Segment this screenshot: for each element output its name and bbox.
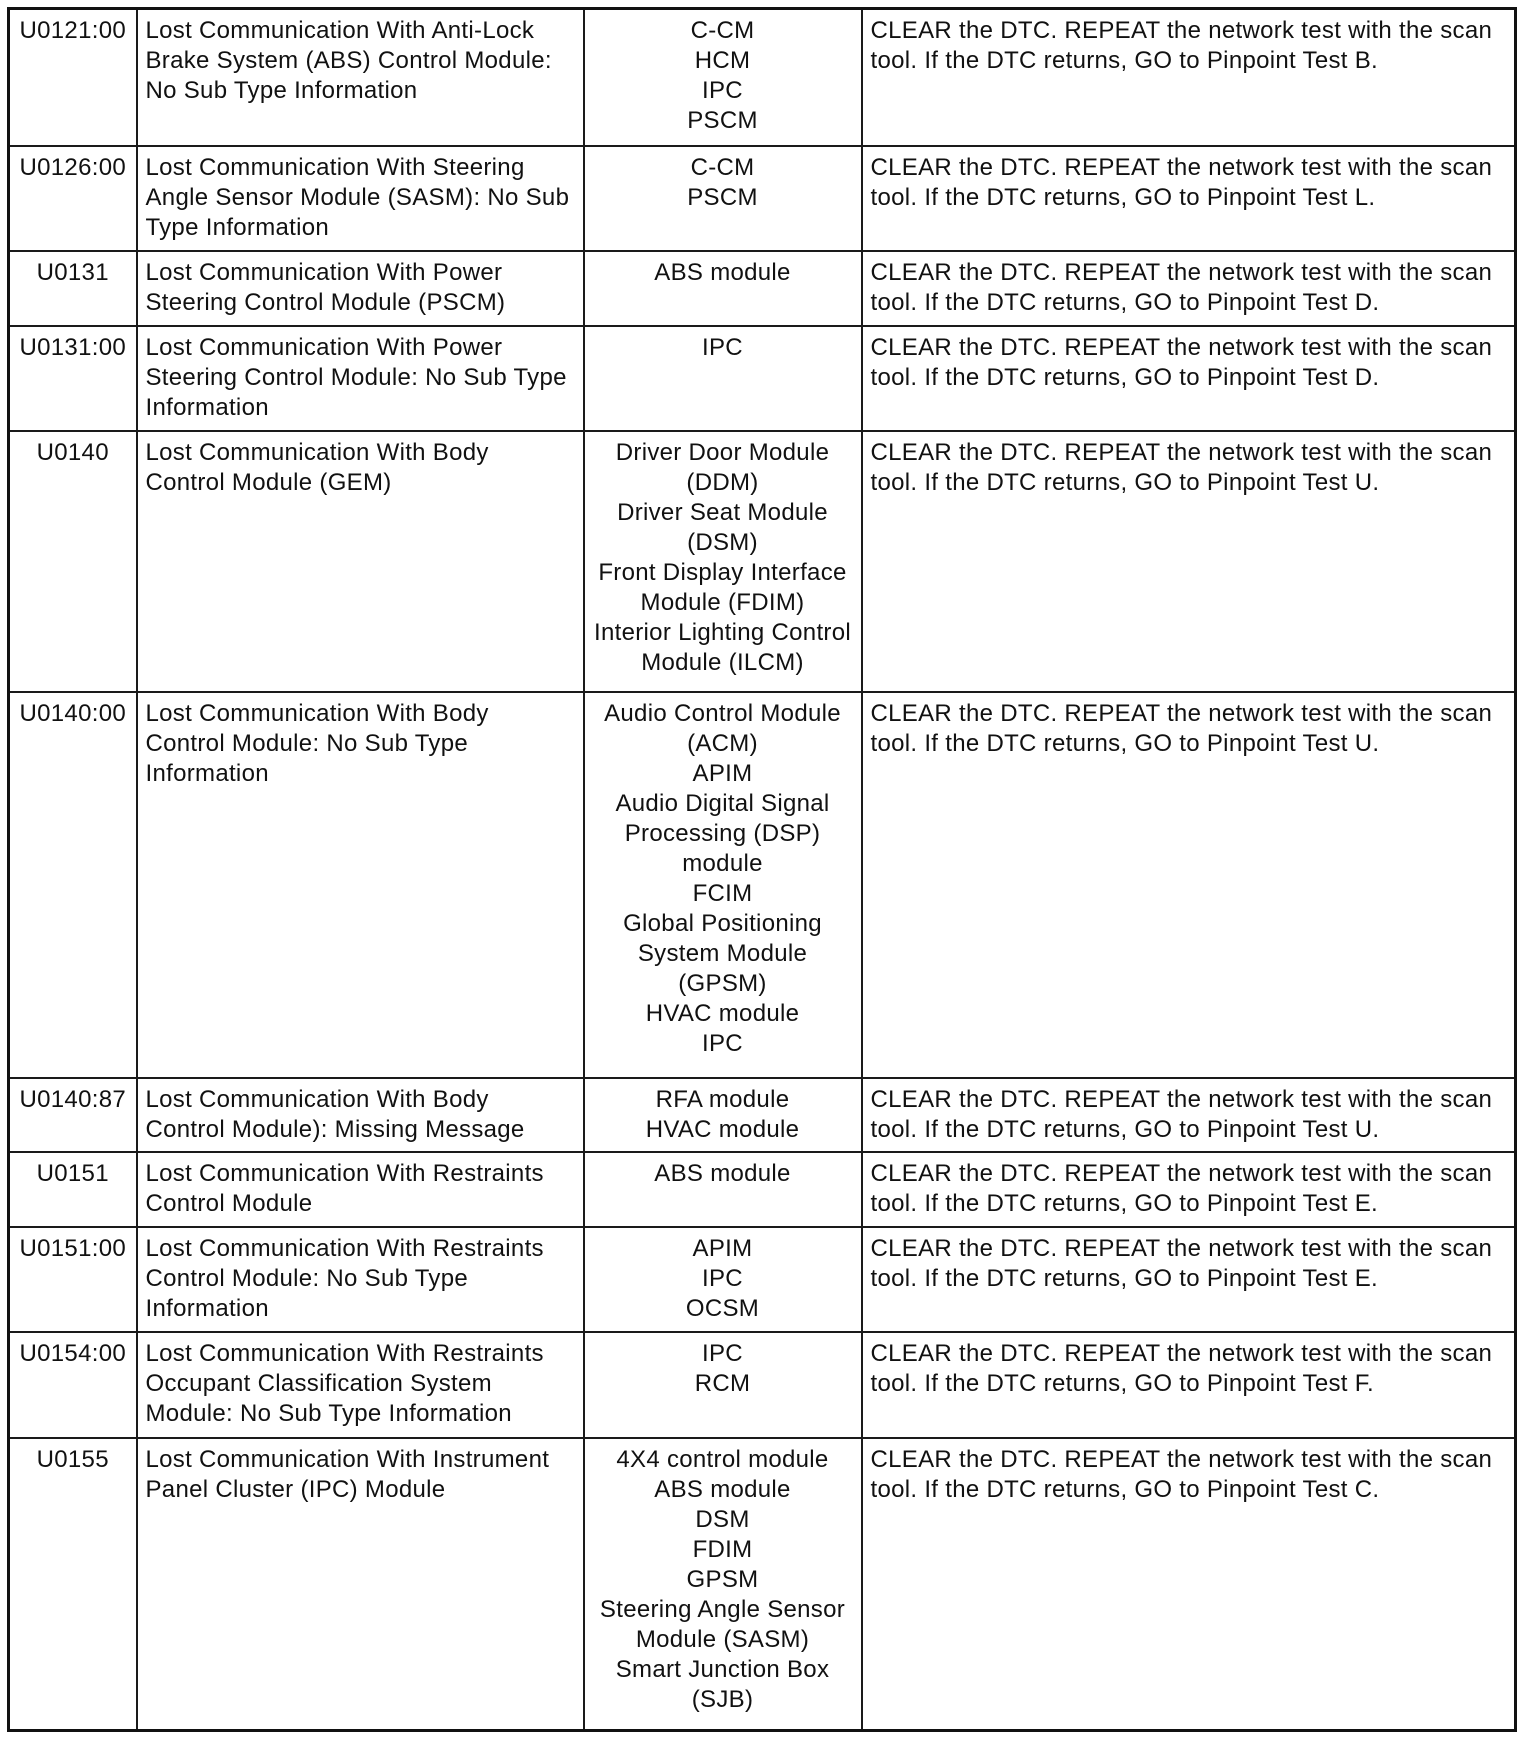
module-name: GPSM <box>686 1565 759 1593</box>
module-name: IPC <box>702 77 743 104</box>
module-name: Audio Digital Signal Processing (DSP) module <box>615 790 830 878</box>
module-name: 4X4 control module <box>616 1445 829 1473</box>
action-cell: CLEAR the DTC. REPEAT the network test with the scan tool. If the DTC returns, GO to Pinpoint Test U. <box>862 1078 1516 1153</box>
reporting-modules-cell <box>584 9 862 146</box>
module-name: APIM <box>692 760 753 788</box>
dtc-description-cell: Lost Communication With Power Steering Control Module: No Sub Type Information <box>137 326 584 432</box>
dtc-description-cell: Lost Communication With Anti-Lock Brake System (ABS) Control Module: No Sub Type Information <box>137 9 584 146</box>
dtc-code-cell: U0121:00 <box>9 9 137 146</box>
table-row <box>9 431 1516 692</box>
module-name: FDIM <box>692 1535 753 1563</box>
module-name: PSCM <box>687 183 758 211</box>
table-row <box>9 1332 1516 1438</box>
module-name: IPC <box>702 333 743 361</box>
module-name: ABS module <box>654 1160 791 1188</box>
module-name: IPC <box>702 1340 743 1368</box>
reporting-modules-cell <box>584 1078 862 1153</box>
dtc-code-cell: U0126:00 <box>9 146 137 252</box>
module-name: Steering Angle Sensor Module (SASM) <box>599 1595 846 1653</box>
action-cell: CLEAR the DTC. REPEAT the network test with the scan tool. If the DTC returns, GO to Pinpoint Test D. <box>862 251 1516 326</box>
module-name: ABS module <box>654 1475 791 1503</box>
module-name: HCM <box>694 47 751 74</box>
reporting-modules-cell <box>584 326 862 432</box>
reporting-modules-cell <box>584 431 862 692</box>
dtc-description-cell: Lost Communication With Power Steering Control Module (PSCM) <box>137 251 584 326</box>
module-name: APIM <box>692 1234 753 1262</box>
dtc-description-cell: Lost Communication With Restraints Control Module <box>137 1152 584 1227</box>
table-row <box>9 692 1516 1077</box>
action-cell: CLEAR the DTC. REPEAT the network test with the scan tool. If the DTC returns, GO to Pinpoint Test L. <box>862 146 1516 252</box>
module-name: DSM <box>695 1505 750 1533</box>
dtc-description-cell: Lost Communication With Body Control Module): Missing Message <box>137 1078 584 1153</box>
module-name: Global Positioning System Module (GPSM) <box>623 910 822 998</box>
dtc-code-cell: U0151 <box>9 1152 137 1227</box>
table-row <box>9 146 1516 252</box>
dtc-code-cell: U0131:00 <box>9 326 137 432</box>
dtc-code-cell: U0131 <box>9 251 137 326</box>
dtc-code-cell: U0151:00 <box>9 1227 137 1333</box>
dtc-description-cell: Lost Communication With Instrument Panel Cluster (IPC) Module <box>137 1438 584 1731</box>
module-name: Driver Seat Module (DSM) <box>617 499 828 557</box>
dtc-description-cell: Lost Communication With Restraints Occupant Classification System Module: No Sub Type Information <box>137 1332 584 1438</box>
dtc-code-cell: U0140:87 <box>9 1078 137 1153</box>
table-row <box>9 251 1516 326</box>
action-cell: CLEAR the DTC. REPEAT the network test with the scan tool. If the DTC returns, GO to Pinpoint Test F. <box>862 1332 1516 1438</box>
module-name: Audio Control Module (ACM) <box>604 700 841 758</box>
table-row <box>9 1078 1516 1153</box>
reporting-modules-cell <box>584 1227 862 1333</box>
dtc-description-cell: Lost Communication With Steering Angle Sensor Module (SASM): No Sub Type Information <box>137 146 584 252</box>
module-name: OCSM <box>685 1294 760 1322</box>
action-cell: CLEAR the DTC. REPEAT the network test with the scan tool. If the DTC returns, GO to Pinpoint Test E. <box>862 1152 1516 1227</box>
reporting-modules-cell <box>584 1152 862 1227</box>
module-name: Front Display Interface Module (FDIM) <box>598 559 847 617</box>
module-name: PSCM <box>687 107 758 134</box>
module-name: Interior Lighting Control Module (ILCM) <box>594 619 851 677</box>
reporting-modules-cell <box>584 251 862 326</box>
module-name: RCM <box>694 1370 751 1398</box>
module-name: HVAC module <box>645 1000 800 1028</box>
module-name: IPC <box>702 1030 743 1058</box>
reporting-modules-cell <box>584 1332 862 1438</box>
dtc-description-cell: Lost Communication With Restraints Control Module: No Sub Type Information <box>137 1227 584 1333</box>
table-row <box>9 1227 1516 1333</box>
reporting-modules-cell <box>584 692 862 1077</box>
module-name: C-CM <box>690 17 755 44</box>
dtc-description-cell: Lost Communication With Body Control Module: No Sub Type Information <box>137 692 584 1077</box>
dtc-code-cell: U0140:00 <box>9 692 137 1077</box>
module-name: IPC <box>702 1264 743 1292</box>
table-row <box>9 326 1516 432</box>
module-name: Driver Door Module (DDM) <box>615 439 830 497</box>
module-name: Smart Junction Box (SJB) <box>615 1655 830 1713</box>
dtc-code-cell: U0140 <box>9 431 137 692</box>
module-name: FCIM <box>692 880 753 908</box>
action-cell: CLEAR the DTC. REPEAT the network test with the scan tool. If the DTC returns, GO to Pinpoint Test E. <box>862 1227 1516 1333</box>
table-row <box>9 1152 1516 1227</box>
module-name: ABS module <box>654 259 791 287</box>
dtc-code-cell: U0155 <box>9 1438 137 1731</box>
action-cell: CLEAR the DTC. REPEAT the network test with the scan tool. If the DTC returns, GO to Pinpoint Test D. <box>862 326 1516 432</box>
action-cell: CLEAR the DTC. REPEAT the network test with the scan tool. If the DTC returns, GO to Pinpoint Test B. <box>862 9 1516 146</box>
module-name: RFA module <box>655 1085 790 1113</box>
reporting-modules-cell <box>584 146 862 252</box>
dtc-table-body <box>9 9 1516 1731</box>
table-row <box>9 1438 1516 1731</box>
action-cell: CLEAR the DTC. REPEAT the network test with the scan tool. If the DTC returns, GO to Pinpoint Test C. <box>862 1438 1516 1731</box>
dtc-table <box>7 7 1517 1732</box>
dtc-code-cell: U0154:00 <box>9 1332 137 1438</box>
module-name: C-CM <box>690 153 755 181</box>
dtc-description-cell: Lost Communication With Body Control Module (GEM) <box>137 431 584 692</box>
table-row <box>9 9 1516 146</box>
action-cell: CLEAR the DTC. REPEAT the network test with the scan tool. If the DTC returns, GO to Pinpoint Test U. <box>862 431 1516 692</box>
module-name: HVAC module <box>645 1115 800 1143</box>
reporting-modules-cell <box>584 1438 862 1731</box>
action-cell: CLEAR the DTC. REPEAT the network test with the scan tool. If the DTC returns, GO to Pinpoint Test U. <box>862 692 1516 1077</box>
